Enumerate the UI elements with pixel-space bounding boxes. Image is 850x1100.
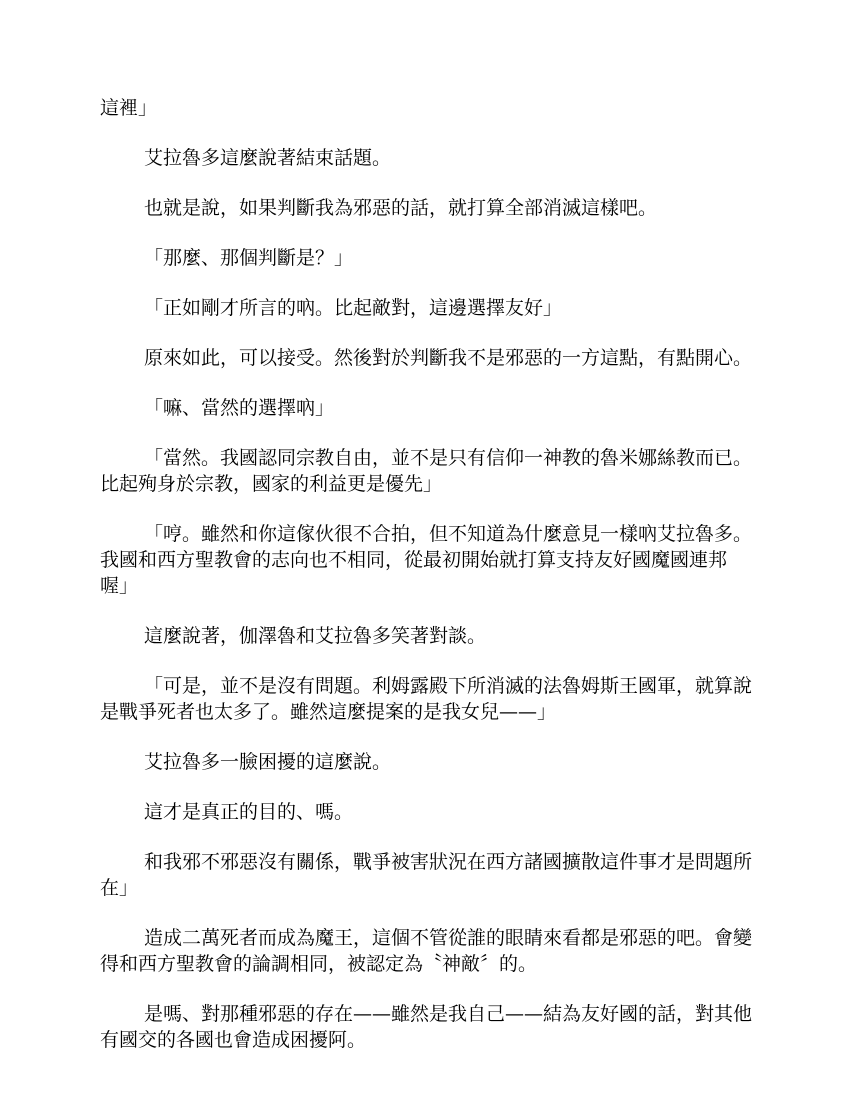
paragraph-14: 和我邪不邪惡沒有關係，戰爭被害狀況在西方諸國擴散這件事才是問題所在」 <box>100 851 753 899</box>
paragraph-7: 「嘛、當然的選擇吶」 <box>144 397 335 419</box>
document-body <box>100 95 752 1077</box>
paragraph-1: 這裡」 <box>100 97 158 119</box>
paragraph-10: 這麼說著，伽澤魯和艾拉魯多笑著對談。 <box>144 625 487 647</box>
paragraph-4: 「那麼、那個判斷是？」 <box>144 247 354 269</box>
paragraph-9: 「哼。雖然和你這傢伙很不合拍，但不知道為什麼意見一樣吶艾拉魯多。我國和西方聖教會的志向也不相同，從最初開始就打算支持友好國魔國連邦喔」 <box>100 523 753 597</box>
paragraph-16: 是嗎、對那種邪惡的存在——雖然是我自己——結為友好國的話，對其他有國交的各國也會造成困擾阿。 <box>100 1003 753 1051</box>
paragraph-2: 艾拉魯多這麼說著結束話題。 <box>144 147 392 169</box>
paragraph-6: 原來如此，可以接受。然後對於判斷我不是邪惡的一方這點，有點開心。 <box>144 347 753 369</box>
paragraph-8: 「當然。我國認同宗教自由，並不是只有信仰一神教的魯米娜絲教而已。比起殉身於宗教，國家的利益更是優先」 <box>100 447 753 495</box>
paragraph-5: 「正如剛才所言的吶。比起敵對，這邊選擇友好」 <box>144 297 563 319</box>
paragraph-12: 艾拉魯多一臉困擾的這麼說。 <box>144 751 392 773</box>
paragraph-15: 造成二萬死者而成為魔王，這個不管從誰的眼睛來看都是邪惡的吧。會變得和西方聖教會的論調相同，被認定為〝神敵〞的。 <box>100 927 753 975</box>
paragraph-11: 「可是，並不是沒有問題。利姆露殿下所消滅的法魯姆斯王國軍，就算說是戰爭死者也太多了。雖然這麼提案的是我女兒——」 <box>100 675 753 723</box>
paragraph-3: 也就是說，如果判斷我為邪惡的話，就打算全部消滅這樣吧。 <box>144 197 658 219</box>
paragraph-13: 這才是真正的目的、嗎。 <box>144 801 354 823</box>
